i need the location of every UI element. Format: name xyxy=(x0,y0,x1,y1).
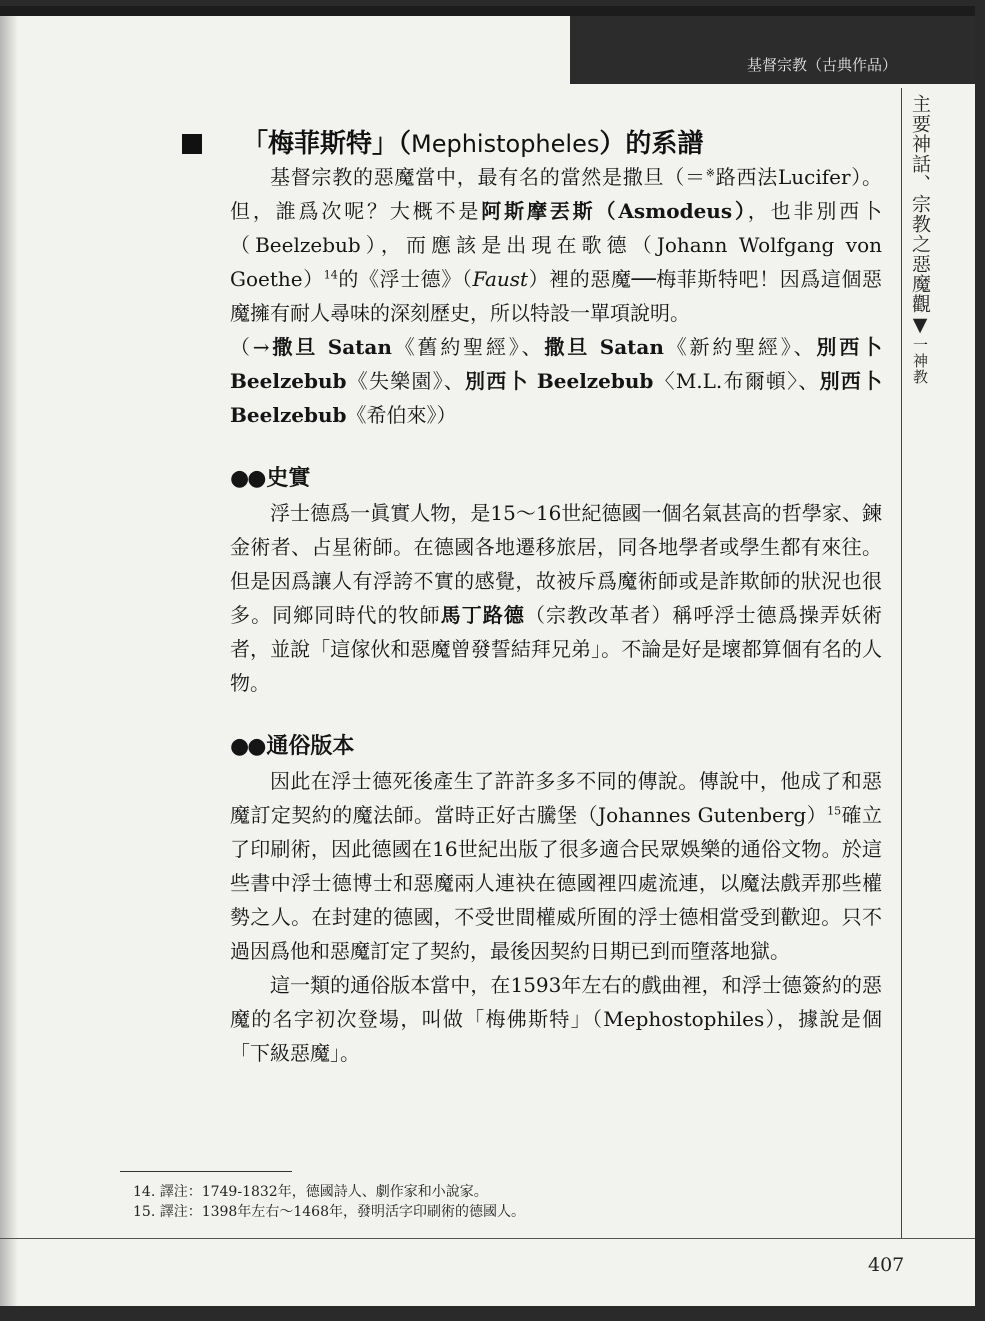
page-top-edge xyxy=(0,6,975,16)
side-rule xyxy=(901,88,902,1238)
body-text xyxy=(230,160,882,1070)
footnote-14: 14. 譯注：1749-1832年，德國詩人、劇作家和小說家。 xyxy=(133,1184,488,1200)
footnotes xyxy=(133,1182,525,1222)
footnote-ref-14: 14 xyxy=(323,268,338,282)
side-tab-marker-icon: ▼ xyxy=(909,314,931,337)
double-dot-icon: ●● xyxy=(230,466,265,491)
subheading-popular: ●●通俗版本 xyxy=(230,734,355,759)
bottom-rule xyxy=(0,1238,975,1239)
side-tab-text: 主要神話、宗教之惡魔觀 xyxy=(909,94,931,314)
running-header xyxy=(570,16,975,84)
black-square-icon xyxy=(182,134,202,154)
subheading-history: ●●史實 xyxy=(230,466,311,491)
footnote-rule xyxy=(120,1171,292,1172)
crossref-paragraph: （→撒旦 Satan《舊約聖經》、撒旦 Satan《新約聖經》、別西卜 Beelzebub《失樂園》、別西卜 Beelzebub〈M.L.布爾頓〉、別西卜 Beelzebub《希伯來》） xyxy=(230,335,883,427)
popular-paragraph-1: 因此在浮士德死後產生了許許多多不同的傳說。傳說中，他成了和惡魔訂定契約的魔法師。當時正好古騰堡（Johannes Gutenberg）$^{15}$確立了印刷術，因此德國在16世紀出版了很多適合民眾娛樂的通俗文物。於這些書中浮士德博士和惡魔兩人連袂在德國裡四處流連，以魔法戲弄那些權勢之人。在封建的德國，不受世間權威所囿的浮士德相當受到歡迎。只不過因爲他和惡魔訂定了契約，最後因契約日期已到而墮落地獄。 xyxy=(230,769,883,963)
popular-paragraph-2: 這一類的通俗版本當中，在1593年左右的戲曲裡，和浮士德簽約的惡魔的名字初次登場，叫做「梅佛斯特」（Mephostophiles），據說是個「下級惡魔」。 xyxy=(230,973,882,1065)
running-header-label: 基督宗教（古典作品） xyxy=(746,56,897,74)
page-number: 407 xyxy=(868,1254,905,1276)
section-title: 「梅菲斯特」（Mephistopheles）的系譜 xyxy=(182,124,703,164)
double-dot-icon: ●● xyxy=(230,734,265,759)
history-paragraph: 浮士德爲一眞實人物，是15～16世紀德國一個名氣甚高的哲學家、鍊金術者、占星術師。在德國各地遷移旅居，同各地學者或學生都有來往。但是因爲讓人有浮誇不實的感覺，故被斥爲魔術師或是詐欺師的狀況也很多。同鄉同時代的牧師馬丁路德（宗教改革者）稱呼浮士德爲操弄妖術者，並說「這傢伙和惡魔曾發誓結拜兄弟」。不論是好是壞都算個有名的人物。 xyxy=(230,501,883,695)
book-page xyxy=(0,6,975,1306)
side-tab xyxy=(905,94,935,385)
intro-paragraph: 基督宗教的惡魔當中，最有名的當然是撒旦（＝※路西法Lucifer）。但，誰爲次呢？大概不是阿斯摩丟斯（Asmodeus），也非別西卜（Beelzebub），而應該是出現在歌德（Johann Wolfgang von Goethe）$^{14}$的《浮士德》（Faust）裡的惡魔──梅菲斯特吧！因爲這個惡魔擁有耐人尋味的深刻歷史，所以特設一單項說明。 xyxy=(230,165,883,325)
side-tab-sub: 一神教 xyxy=(911,337,929,385)
footnote-ref-15: 15 xyxy=(827,804,842,818)
footnote-15: 15. 譯注：1398年左右～1468年，發明活字印刷術的德國人。 xyxy=(133,1204,525,1220)
binding-shadow xyxy=(0,16,18,1306)
